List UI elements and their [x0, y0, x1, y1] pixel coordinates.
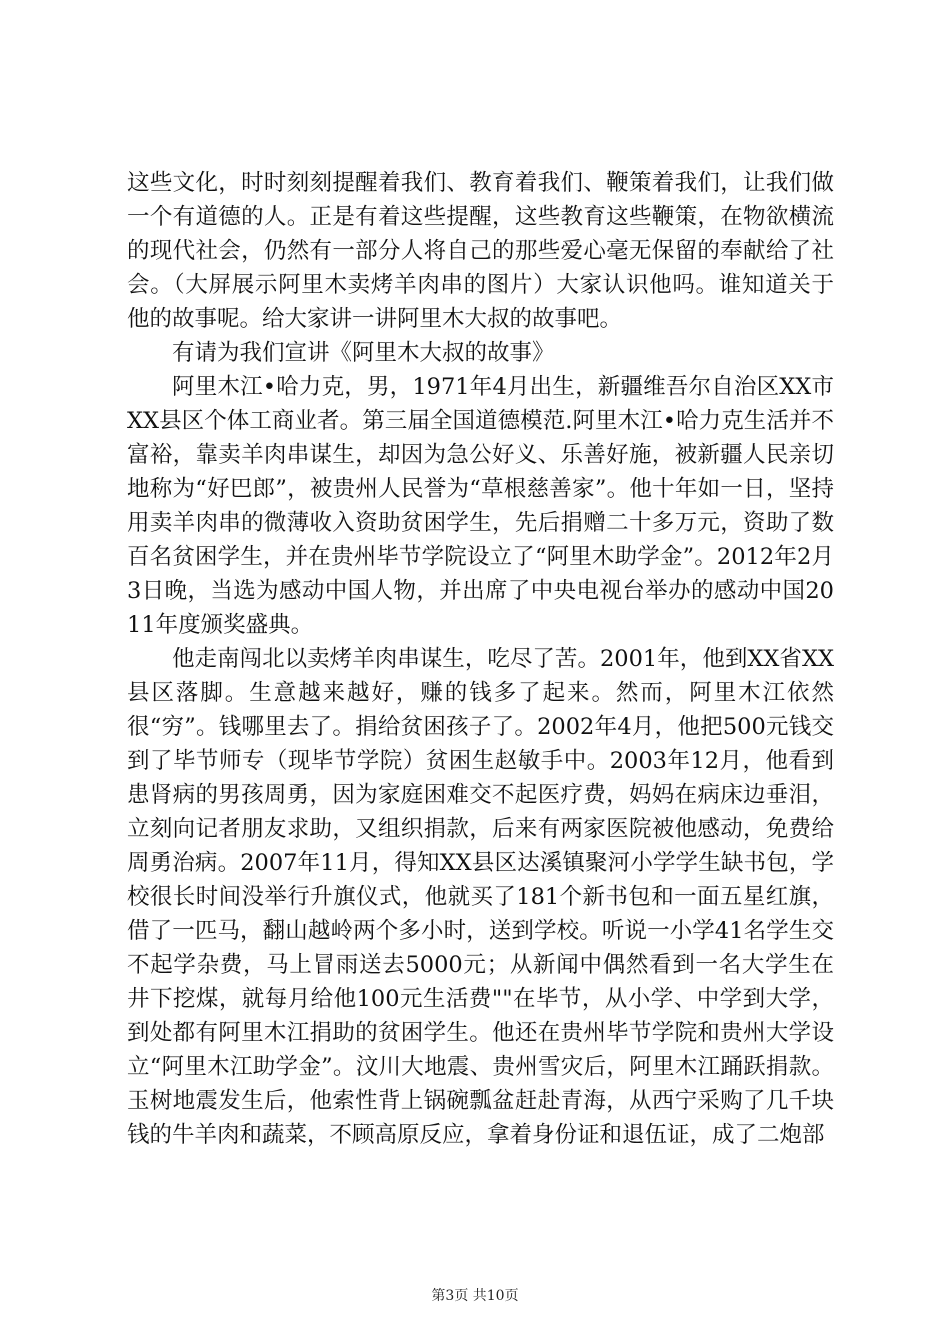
paragraph-1: 这些文化，时时刻刻提醒着我们、教育着我们、鞭策着我们，让我们做一个有道德的人。正是有着这些提醒，这些教育这些鞭策，在物欲横流的现代社会，仍然有一部分人将自己的那些爱心毫无保留的奉献给了社会。（大屏展示阿里木卖烤羊肉串的图片）大家认识他吗。谁知道关于他的故事呢。给大家讲一讲阿里木大叔的故事吧。 — [127, 170, 834, 332]
paragraph-3: 阿里木江•哈力克，男，1971年4月出生，新疆维吾尔自治区XX市XX县区个体工商业者。第三届全国道德模范.阿里木江•哈力克生活并不富裕，靠卖羊肉串谋生，却因为急公好义、乐善好施，被新疆人民亲切地称为“好巴郎”，被贵州人民誉为“草根慈善家”。他十年如一日，坚持用卖羊肉串的微薄收入资助贫困学生，先后捐赠二十多万元，资助了数百名贫困学生，并在贵州毕节学院设立了“阿里木助学金”。2012年2月3日晚，当选为感动中国人物，并出席了中央电视台举办的感动中国2011年度颁奖盛典。 — [127, 374, 834, 638]
page-body — [127, 166, 834, 1152]
paragraph-4: 他走南闯北以卖烤羊肉串谋生，吃尽了苦。2001年，他到XX省XX县区落脚。生意越来越好，赚的钱多了起来。然而，阿里木江依然很“穷”。钱哪里去了。捐给贫困孩子了。2002年4月，他把500元钱交到了毕节师专（现毕节学院）贫困生赵敏手中。2003年12月，他看到患肾病的男孩周勇，因为家庭困难交不起医疗费，妈妈在病床边垂泪，立刻向记者朋友求助，又组织捐款，后来有两家医院被他感动，免费给周勇治病。2007年11月，得知XX县区达溪镇聚河小学学生缺书包，学校很长时间没举行升旗仪式，他就买了181个新书包和一面五星红旗，借了一匹马，翻山越岭两个多小时，送到学校。听说一小学41名学生交不起学杂费，马上冒雨送去5000元；从新闻中偶然看到一名大学生在井下挖煤，就每月给他100元生活费""在毕节，从小学、中学到大学，到处都有阿里木江捐助的贫困学生。他还在贵州毕节学院和贵州大学设立“阿里木江助学金”。汶川大地震、贵州雪灾后，阿里木江踊跃捐款。玉树地震发生后，他索性背上锅碗瓢盆赶赴青海，从西宁采购了几千块钱的牛羊肉和蔬菜，不顾高原反应，拿着身份证和退伍证，成了二炮部 — [127, 646, 834, 1148]
page-footer: 第3页 共10页 — [431, 1288, 519, 1304]
paragraph-2: 有请为我们宣讲《阿里木大叔的故事》 — [172, 340, 555, 366]
